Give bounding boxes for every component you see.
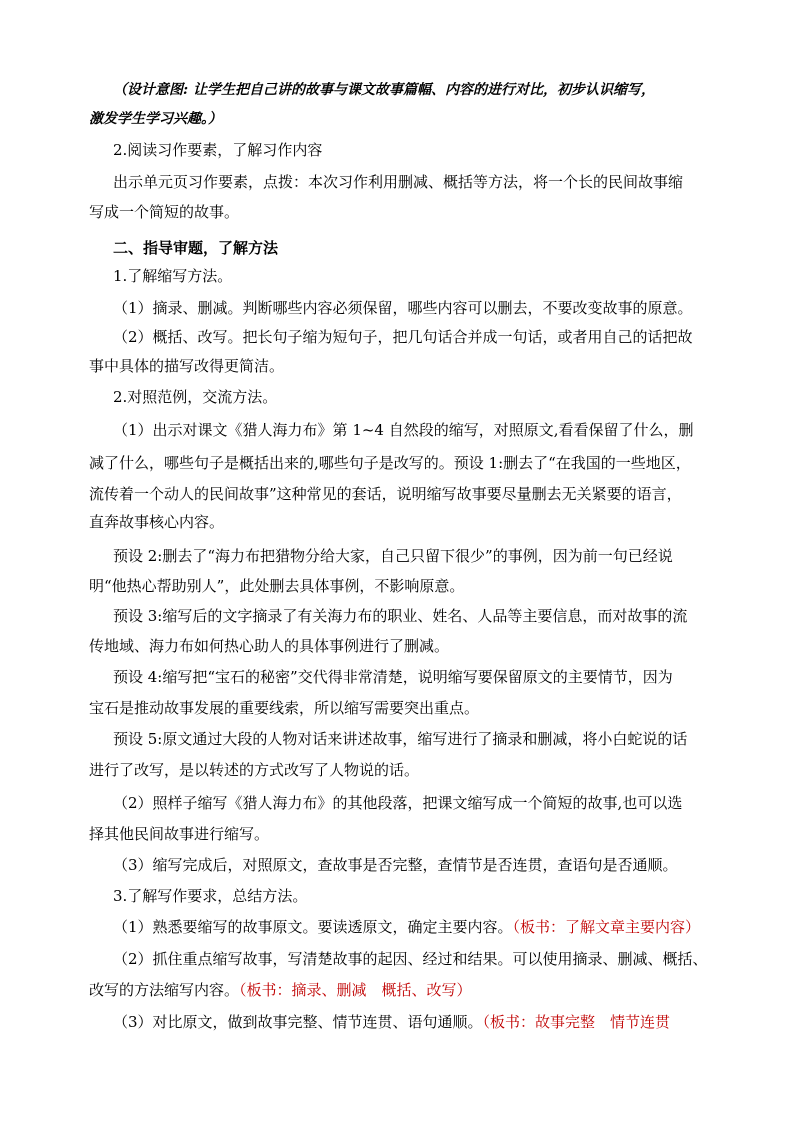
paragraph-compare-original <box>113 1012 670 1032</box>
paragraph-show-line-1: 出示单元页习作要素，点拨：本次习作利用删减、概括等方法，将一个长的民间故事缩 <box>113 173 684 191</box>
compare-original-text: （3）对比原文，做到故事完整、情节连贯、语句通顺。 <box>113 1013 483 1031</box>
preset-2-line-1: 预设 2:删去了“海力布把猎物分给大家，自己只留下很少”的事例，因为前一句已经说 <box>113 547 673 565</box>
paragraph-familiar-original <box>113 917 700 937</box>
board-note-methods: （板书：摘录、删减 概括、改写） <box>239 981 472 999</box>
paragraph-sample-line-3: 流传着一个动人的民间故事”这种常见的套话，说明缩写故事要尽量删去无关紧要的语言， <box>89 485 682 503</box>
paragraph-summarize-line-1: （2）概括、改写。把长句子缩为短句子，把几句话合并成一句话，或者用自己的话把故 <box>113 328 693 346</box>
preset-5-line-1: 预设 5:原文通过大段的人物对话来讲述故事，缩写进行了摘录和删减，将小白蛇说的话 <box>113 730 688 748</box>
paragraph-sample-line-2: 减了什么，哪些句子是概括出来的,哪些句子是改写的。预设 1:删去了“在我国的一些地区， <box>89 454 691 472</box>
preset-3-line-1: 预设 3:缩写后的文字摘录了有关海力布的职业、姓名、人品等主要信息，而对故事的流 <box>113 607 688 625</box>
design-intent-label: （设计意图: <box>113 82 189 98</box>
paragraph-key-points-line-1: （2）抓住重点缩写故事，写清楚故事的起因、经过和结果。可以使用摘录、删减、概括、 <box>113 950 708 968</box>
paragraph-sample-line-1: （1）出示对课文《猎人海力布》第 1~4 自然段的缩写，对照原文,看看保留了什么，删 <box>113 421 694 439</box>
design-intent-text: 让学生把自己讲的故事与课文故事篇幅、内容的进行对比，初步认识缩写， <box>188 82 656 98</box>
paragraph-imitate-line-2: 择其他民间故事进行缩写。 <box>89 825 270 843</box>
board-note-main-content: （板书：了解文章主要内容） <box>512 918 701 936</box>
preset-5-line-2: 进行了改写，是以转述的方式改写了人物说的话。 <box>89 761 420 779</box>
preset-2-line-2: 明“他热心帮助别人”，此处删去具体事例，不影响原意。 <box>89 577 465 595</box>
paragraph-sample-line-4: 直奔故事核心内容。 <box>89 513 225 531</box>
design-intent-line-1 <box>113 80 655 100</box>
board-note-complete: （板书：故事完整 情节连贯 <box>482 1013 671 1031</box>
paragraph-imitate-line-1: （2）照样子缩写《猎人海力布》的其他段落，把课文缩写成一个简短的故事,也可以选 <box>113 794 683 812</box>
preset-3-line-2: 传地域、海力布如何热心助人的具体事例进行了删减。 <box>89 637 450 655</box>
design-intent-line-2: 激发学生学习兴趣。） <box>89 111 222 127</box>
paragraph-writing-requirements: 3.了解写作要求，总结方法。 <box>113 887 308 905</box>
familiar-original-text: （1）熟悉要缩写的故事原文。要读透原文，确定主要内容。 <box>113 918 513 936</box>
paragraph-summarize-line-2: 事中具体的描写改得更简洁。 <box>89 357 285 375</box>
paragraph-show-line-2: 写成一个简短的故事。 <box>89 203 240 221</box>
paragraph-understand-method: 1.了解缩写方法。 <box>113 267 233 285</box>
preset-4-line-2: 宝石是推动故事发展的重要线索，所以缩写需要突出重点。 <box>89 699 480 717</box>
preset-4-line-1: 预设 4:缩写把“宝石的秘密”交代得非常清楚，说明缩写要保留原文的主要情节，因为 <box>113 668 673 686</box>
key-points-text: 改写的方法缩写内容。 <box>89 981 240 999</box>
paragraph-excerpt-delete: （1）摘录、删减。判断哪些内容必须保留，哪些内容可以删去，不要改变故事的原意。 <box>113 299 693 317</box>
paragraph-compare-example: 2.对照范例，交流方法。 <box>113 388 278 406</box>
paragraph-check-original: （3）缩写完成后，对照原文，查故事是否完整，查情节是否连贯，查语句是否通顺。 <box>113 856 678 874</box>
paragraph-read-elements: 2.阅读习作要素，了解习作内容 <box>113 141 323 159</box>
section-heading-2: 二、指导审题，了解方法 <box>113 239 279 257</box>
paragraph-key-points-line-2 <box>89 980 472 1000</box>
